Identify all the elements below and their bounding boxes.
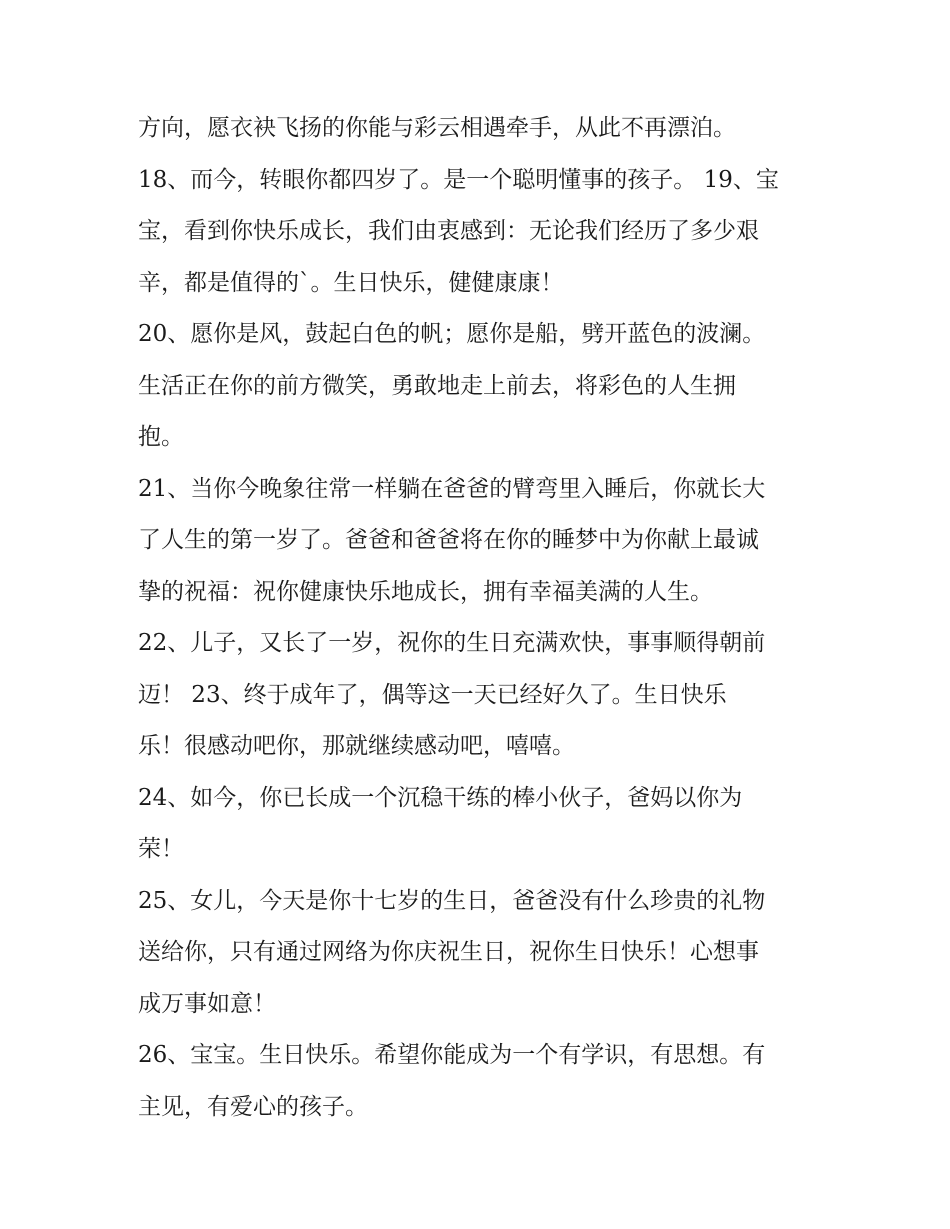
text-line: 主见，有爱心的孩子。 bbox=[138, 1093, 368, 1120]
text-line: 挚的祝福：祝你健康快乐地成长，拥有幸福美满的人生。 bbox=[138, 578, 713, 605]
text-line: 乐！很感动吧你，那就继续感动吧，嘻嘻。 bbox=[138, 733, 575, 759]
text-line: 26、宝宝。生日快乐。希望你能成为一个有学识，有思想。有 bbox=[138, 1042, 766, 1068]
text-line: 迈！ 23、终于成年了，偶等这一天已经好久了。生日快乐 bbox=[138, 681, 727, 708]
text-line: 送给你，只有通过网络为你庆祝生日，祝你生日快乐！心想事 bbox=[138, 939, 759, 965]
text-line: 了人生的第一岁了。爸爸和爸爸将在你的睡梦中为你献上最诚 bbox=[138, 527, 759, 553]
text-line: 成万事如意！ bbox=[138, 990, 276, 1017]
text-line: 25、女儿，今天是你十七岁的生日，爸爸没有什么珍贵的礼物 bbox=[138, 887, 766, 914]
document-body bbox=[138, 103, 818, 1133]
text-line: 方向，愿衣袂飞扬的你能与彩云相遇牵手，从此不再漂泊。 bbox=[138, 115, 736, 141]
text-line: 荣！ bbox=[138, 836, 184, 862]
text-line: 22、儿子，又长了一岁，祝你的生日充满欢快，事事顺得朝前 bbox=[138, 630, 766, 656]
text-line: 生活正在你的前方微笑，勇敢地走上前去，将彩色的人生拥 bbox=[138, 372, 736, 399]
text-line: 18、而今，转眼你都四岁了。是一个聪明懂事的孩子。 19、宝 bbox=[138, 166, 779, 193]
text-line: 20、愿你是风，鼓起白色的帆；愿你是船，劈开蓝色的波澜。 bbox=[138, 321, 766, 347]
text-line: 24、如今，你已长成一个沉稳干练的棒小伙子，爸妈以你为 bbox=[138, 784, 743, 811]
text-line: 21、当你今晚象往常一样躺在爸爸的臂弯里入睡后，你就长大 bbox=[138, 475, 766, 502]
text-line: 宝，看到你快乐成长，我们由衷感到：无论我们经历了多少艰 bbox=[138, 218, 759, 244]
text-line: 抱。 bbox=[138, 424, 184, 450]
text-line: 辛，都是值得的`。生日快乐，健健康康！ bbox=[138, 269, 564, 296]
